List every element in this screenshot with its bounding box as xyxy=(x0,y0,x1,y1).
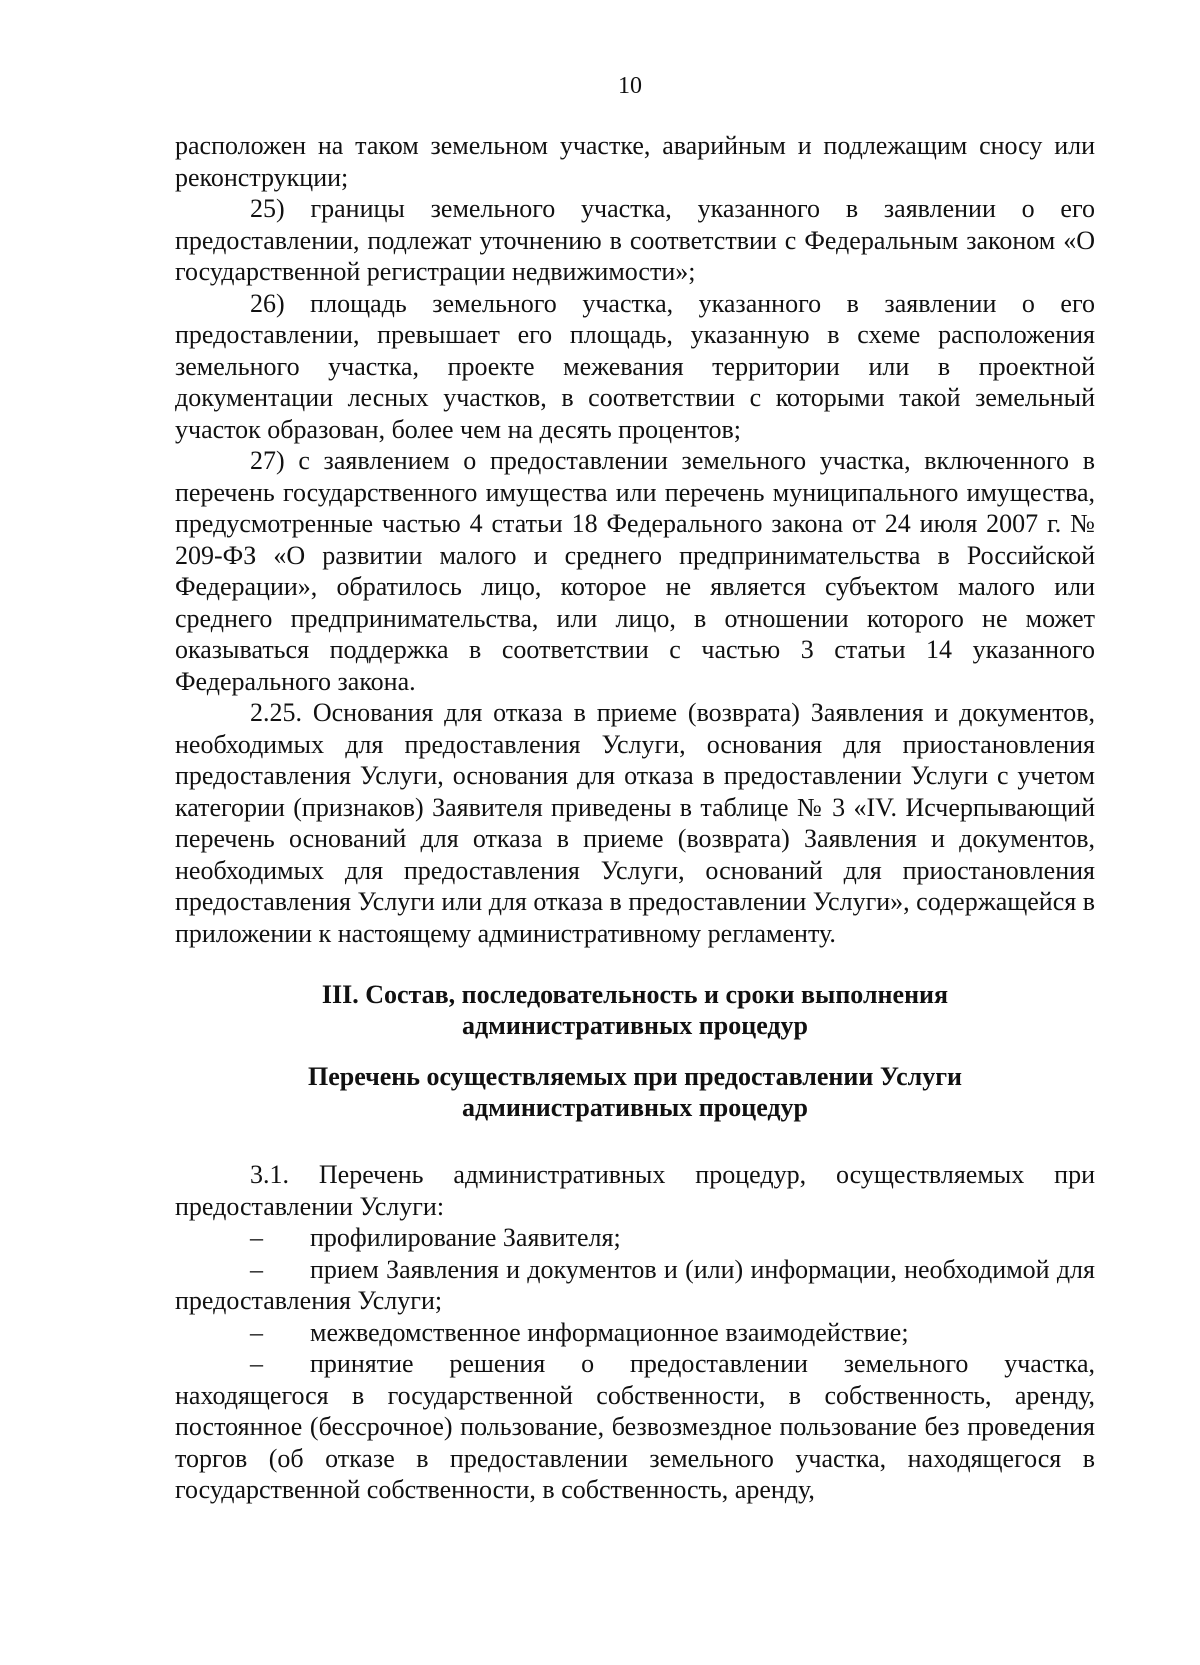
paragraph-item-27: 27) с заявлением о предоставлении земельного участка, включенного в перечень государственного имущества или перечень муниципального имущества, предусмотренные частью 4 статьи 18 Федерального закона от 24 июля 2007 г. № 209-ФЗ «О развитии малого и среднего предпринимательства в Российской Федерации», обратилось лицо, которое не является субъектом малого или среднего предпринимательства, или лицо, в отношении которого не может оказываться поддержка в соответствии с частью 3 статьи 14 указанного Федерального закона. xyxy=(175,446,1095,696)
sub-heading-line1: Перечень осуществляемых при предоставлении Услуги xyxy=(307,1062,963,1091)
sub-heading-line2: административных процедур xyxy=(461,1093,809,1122)
list-item xyxy=(175,1317,1095,1349)
section-heading-line2: административных процедур xyxy=(461,1011,809,1040)
paragraph-continuation: расположен на таком земельном участке, аварийным и подлежащим сносу или реконструкции; xyxy=(175,131,1095,192)
list-item-text: прием Заявления и документов и (или) информации, необходимой для предоставления Услуги; xyxy=(175,1254,1095,1315)
list-item-text: профилирование Заявителя; xyxy=(310,1223,621,1252)
list-item-text: межведомственное информационное взаимодействие; xyxy=(310,1317,909,1347)
list-item-text: принятие решения о предоставлении земельного участка, находящегося в государственной собственности, в собственность, аренду, постоянное (бессрочное) пользование, безвозмездное пользование без проведения торгов (об отказе в предоставлении земельного участка, находящегося в государственной собственности, в собственность, аренду, xyxy=(175,1349,1095,1504)
section-heading-line1: III. Состав, последовательность и сроки выполнения xyxy=(321,980,949,1009)
dash-marker: – xyxy=(250,1254,263,1284)
paragraph-3-1: 3.1. Перечень административных процедур, осуществляемых при предоставлении Услуги: xyxy=(175,1160,1095,1221)
dash-marker: – xyxy=(250,1223,263,1252)
section-heading xyxy=(175,979,1095,1041)
paragraph-item-25: 25) границы земельного участка, указанного в заявлении о его предоставлении, подлежат уточнению в соответствии с Федеральным законом «О государственной регистрации недвижимости»; xyxy=(175,194,1095,286)
document-body xyxy=(175,130,1095,1506)
dash-marker: – xyxy=(250,1349,263,1378)
sub-heading xyxy=(175,1061,1095,1123)
dash-marker: – xyxy=(250,1317,263,1347)
list-item xyxy=(175,1222,1095,1254)
paragraph-item-26: 26) площадь земельного участка, указанного в заявлении о его предоставлении, превышает его площадь, указанную в схеме расположения земельного участка, проекте межевания территории или в проектной документации лесных участков, в соответствии с которыми такой земельный участок образован, более чем на десять процентов; xyxy=(175,288,1095,444)
paragraph-2-25: 2.25. Основания для отказа в приеме (возврата) Заявления и документов, необходимых для предоставления Услуги, основания для приостановления предоставления Услуги, основания для отказа в предоставлении Услуги с учетом категории (признаков) Заявителя приведены в таблице № 3 «IV. Исчерпывающий перечень оснований для отказа в приеме (возврата) Заявления и документов, необходимых для предоставления Услуги, оснований для приостановления предоставления Услуги или для отказа в предоставлении Услуги», содержащейся в приложении к настоящему административному регламенту. xyxy=(175,698,1095,948)
page-number: 10 xyxy=(618,73,642,99)
list-item xyxy=(175,1348,1095,1506)
list-item xyxy=(175,1254,1095,1317)
